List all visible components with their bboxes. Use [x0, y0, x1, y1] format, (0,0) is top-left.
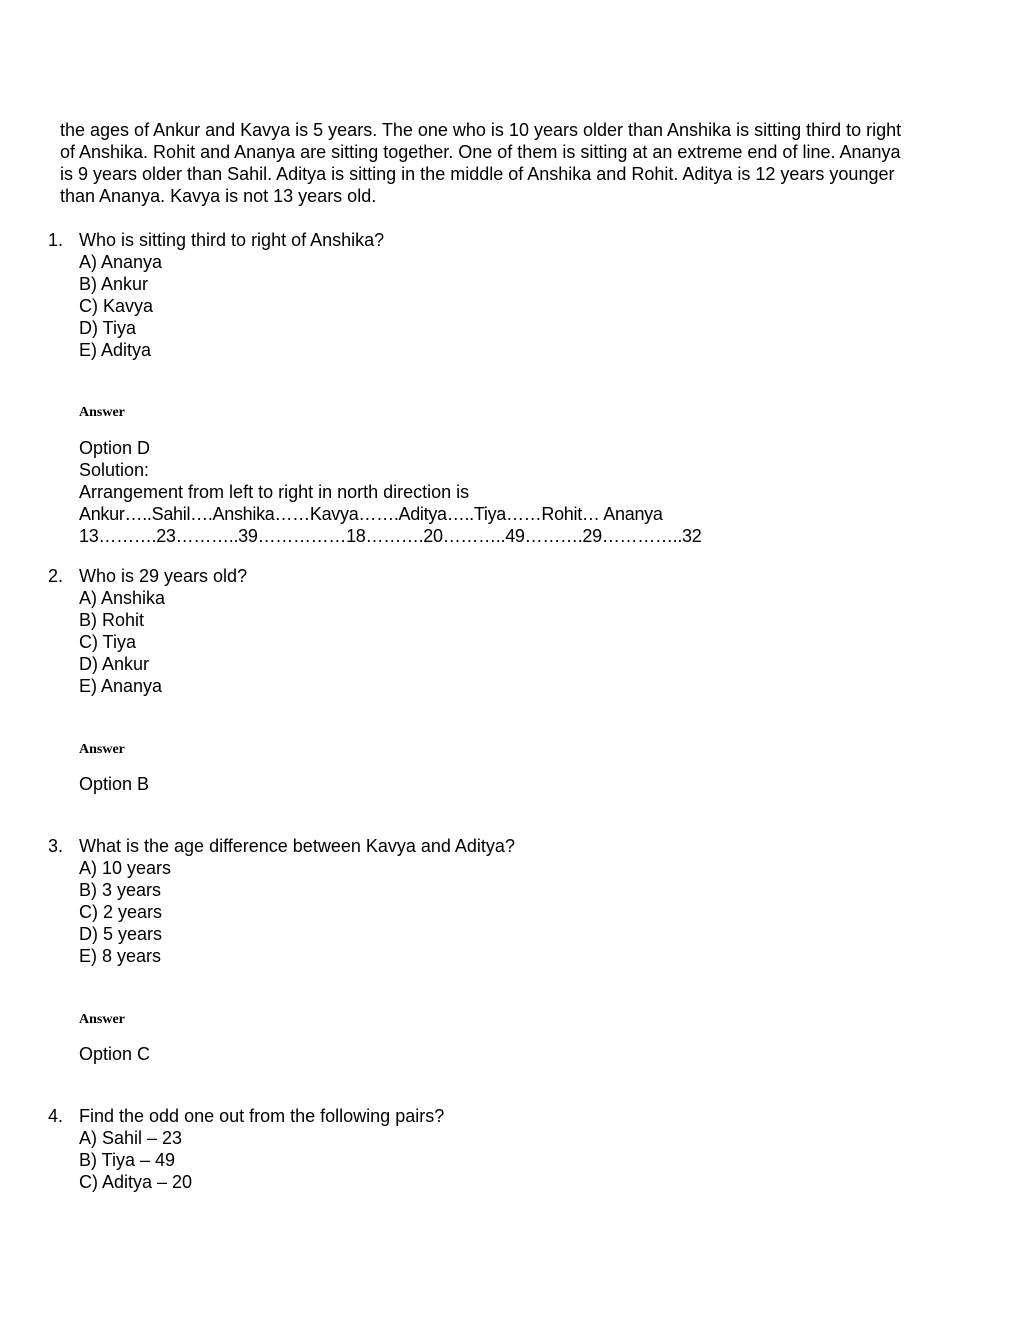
option-a: A) 10 years [79, 858, 172, 878]
solution-heading: Solution: [79, 460, 150, 480]
option-c: C) Aditya – 20 [79, 1172, 193, 1192]
option-a: A) Sahil – 23 [79, 1128, 183, 1148]
answer-text: Option B [79, 774, 150, 794]
question-number: 4. [48, 1106, 64, 1126]
option-e: E) Ananya [79, 676, 163, 696]
answer-text: Option C [79, 1044, 151, 1064]
answer-block [79, 1043, 150, 1065]
option-e: E) 8 years [79, 946, 162, 966]
option-b: B) 3 years [79, 880, 162, 900]
options-list [79, 251, 162, 361]
answer-label: Answer [79, 1012, 125, 1027]
intro-line: the ages of Ankur and Kavya is 5 years. The one who is 10 years older than Anshika is sitting third to right [60, 120, 902, 140]
answer-label: Answer [79, 742, 125, 757]
option-b: B) Ankur [79, 274, 149, 294]
option-c: C) 2 years [79, 902, 163, 922]
answer-label: Answer [79, 405, 125, 420]
option-a: A) Ananya [79, 252, 163, 272]
intro-paragraph [60, 119, 970, 207]
question-text: Find the odd one out from the following pairs? [79, 1106, 445, 1126]
option-d: D) Ankur [79, 654, 150, 674]
intro-line: than Ananya. Kavya is not 13 years old. [60, 186, 377, 206]
option-b: B) Rohit [79, 610, 145, 630]
answer-text: Option D [79, 438, 151, 458]
option-e: E) Aditya [79, 340, 152, 360]
options-list [79, 587, 165, 697]
option-c: C) Tiya [79, 632, 137, 652]
arrangement-ages: 13……….23………..39……………18……….20………..49……….29…………..32 [79, 526, 702, 546]
answer-block [79, 437, 701, 547]
options-list [79, 857, 171, 967]
intro-line: is 9 years older than Sahil. Aditya is sitting in the middle of Anshika and Rohit. Aditya is 12 years younger [60, 164, 895, 184]
arrangement-names: Ankur…..Sahil….Anshika……Kavya…….Aditya…..Tiya……Rohit… Ananya [79, 504, 663, 524]
question-text: Who is sitting third to right of Anshika? [79, 230, 385, 250]
question-text: What is the age difference between Kavya and Aditya? [79, 836, 515, 856]
question-text: Who is 29 years old? [79, 566, 248, 586]
question-number: 2. [48, 566, 64, 586]
intro-line: of Anshika. Rohit and Ananya are sitting together. One of them is sitting at an extreme end of line. Ananya [60, 142, 901, 162]
option-b: B) Tiya – 49 [79, 1150, 176, 1170]
question-number: 3. [48, 836, 64, 856]
option-a: A) Anshika [79, 588, 166, 608]
option-d: D) Tiya [79, 318, 137, 338]
option-d: D) 5 years [79, 924, 163, 944]
solution-line: Arrangement from left to right in north direction is [79, 482, 470, 502]
question-number: 1. [48, 230, 64, 250]
answer-block [79, 773, 149, 795]
options-list [79, 1127, 192, 1193]
option-c: C) Kavya [79, 296, 154, 316]
